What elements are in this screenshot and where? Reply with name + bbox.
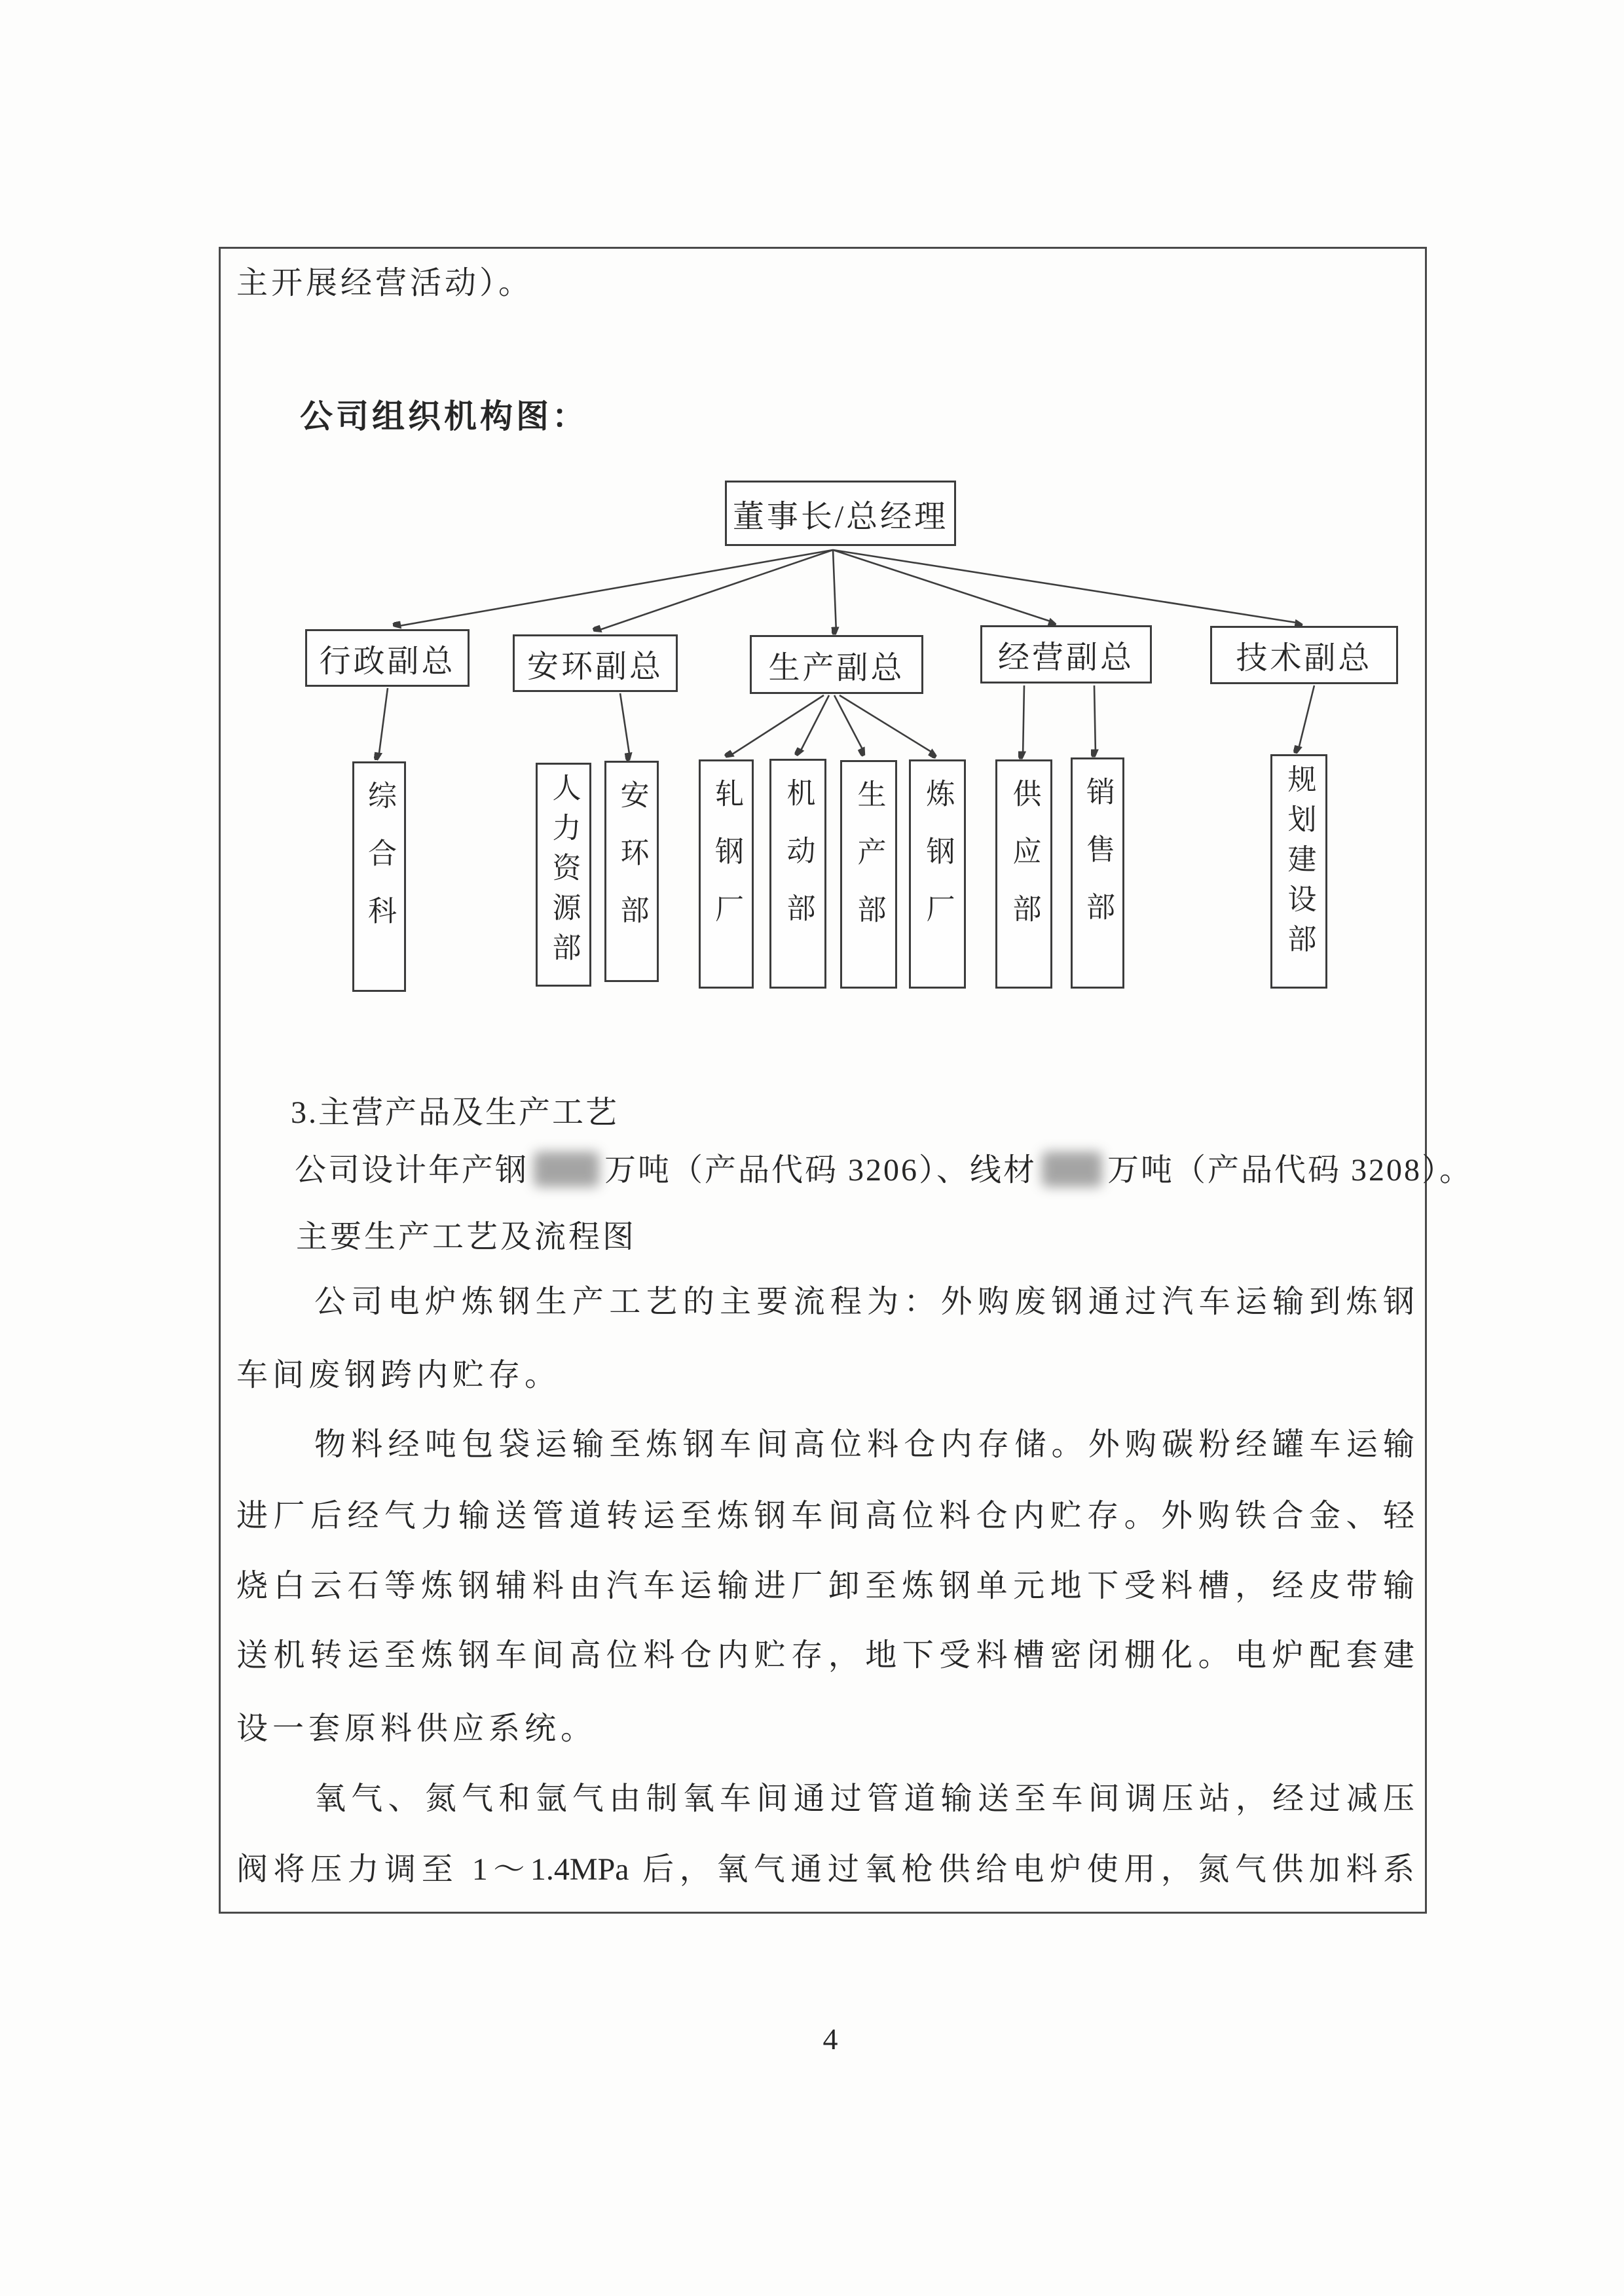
org-box-label: 机动部 [782,778,815,951]
org-box-label: 综合科 [363,780,396,953]
capacity-suffix: 万吨（产品代码 3208）。 [1107,1153,1473,1188]
capacity-prefix: 公司设计年产钢 [295,1153,529,1188]
body-line: 公司电炉炼钢生产工艺的主要流程为：外购废钢通过汽车运输到炼钢 [314,1285,1414,1319]
org-box-label: 规划建设部 [1283,764,1316,964]
org-box-production-dept [840,760,897,989]
org-box-safety-env-vp: 安环副总 [513,634,678,692]
org-box-operations-vp: 经营副总 [980,625,1152,683]
redacted-wire-tonnage [1042,1152,1102,1187]
redacted-steel-tonnage [534,1152,599,1187]
body-line: 烧白云石等炼钢辅料由汽车运输进厂卸至炼钢单元地下受料槽，经皮带输 [236,1569,1414,1603]
org-box-sales-dept [1071,757,1124,989]
org-box-label: 销售部 [1082,776,1114,949]
body-line: 氧气、氮气和氩气由制氧车间通过管道输送至车间调压站，经过减压 [314,1781,1414,1816]
org-box-label: 安环部 [616,780,648,953]
body-line: 阀将压力调至 1～1.4MPa 后，氧气通过氧枪供给电炉使用，氮气供加料系 [236,1852,1414,1887]
capacity-line [295,1144,1473,1190]
org-box-admin-vp: 行政副总 [305,629,470,687]
page-number: 4 [822,2022,838,2056]
org-box-supply-dept [995,759,1052,989]
org-box-label: 轧钢厂 [710,778,743,951]
intro-text: 主开展经营活动）。 [236,266,534,301]
org-box-steelmaking-mill [909,759,966,989]
org-box-chairman: 董事长/总经理 [725,481,956,546]
body-line: 送机转运至炼钢车间高位料仓内贮存，地下受料槽密闭棚化。电炉配套建 [236,1638,1414,1673]
capacity-middle: 万吨（产品代码 3206）、线材 [604,1153,1037,1188]
body-line: 进厂后经气力输送管道转运至炼钢车间高位料仓内贮存。外购铁合金、轻 [236,1499,1414,1533]
section-subheading: 主要生产工艺及流程图 [296,1220,637,1254]
body-line: 车间废钢跨内贮存。 [236,1358,561,1393]
org-box-technology-vp: 技术副总 [1210,626,1398,684]
org-box-label: 人力资源部 [547,773,580,972]
org-box-rolling-mill [699,759,754,989]
org-chart-heading: 公司组织机构图： [300,398,588,435]
org-box-power-dept [769,759,826,989]
org-box-label: 供应部 [1008,778,1041,951]
org-box-label: 生产部 [853,779,885,952]
org-box-production-vp: 生产副总 [750,635,923,694]
body-line: 物料经吨包袋运输至炼钢车间高位料仓内存储。外购碳粉经罐车运输 [314,1427,1414,1462]
section-heading: 3.主营产品及生产工艺 [291,1095,619,1130]
org-box-general-section [352,761,406,992]
org-box-hr-dept [536,763,591,987]
org-box-label: 炼钢厂 [921,778,954,951]
body-line: 设一套原料供应系统。 [236,1711,597,1746]
org-box-planning-construction-dept [1270,754,1327,989]
org-box-safety-env-dept [604,761,659,982]
